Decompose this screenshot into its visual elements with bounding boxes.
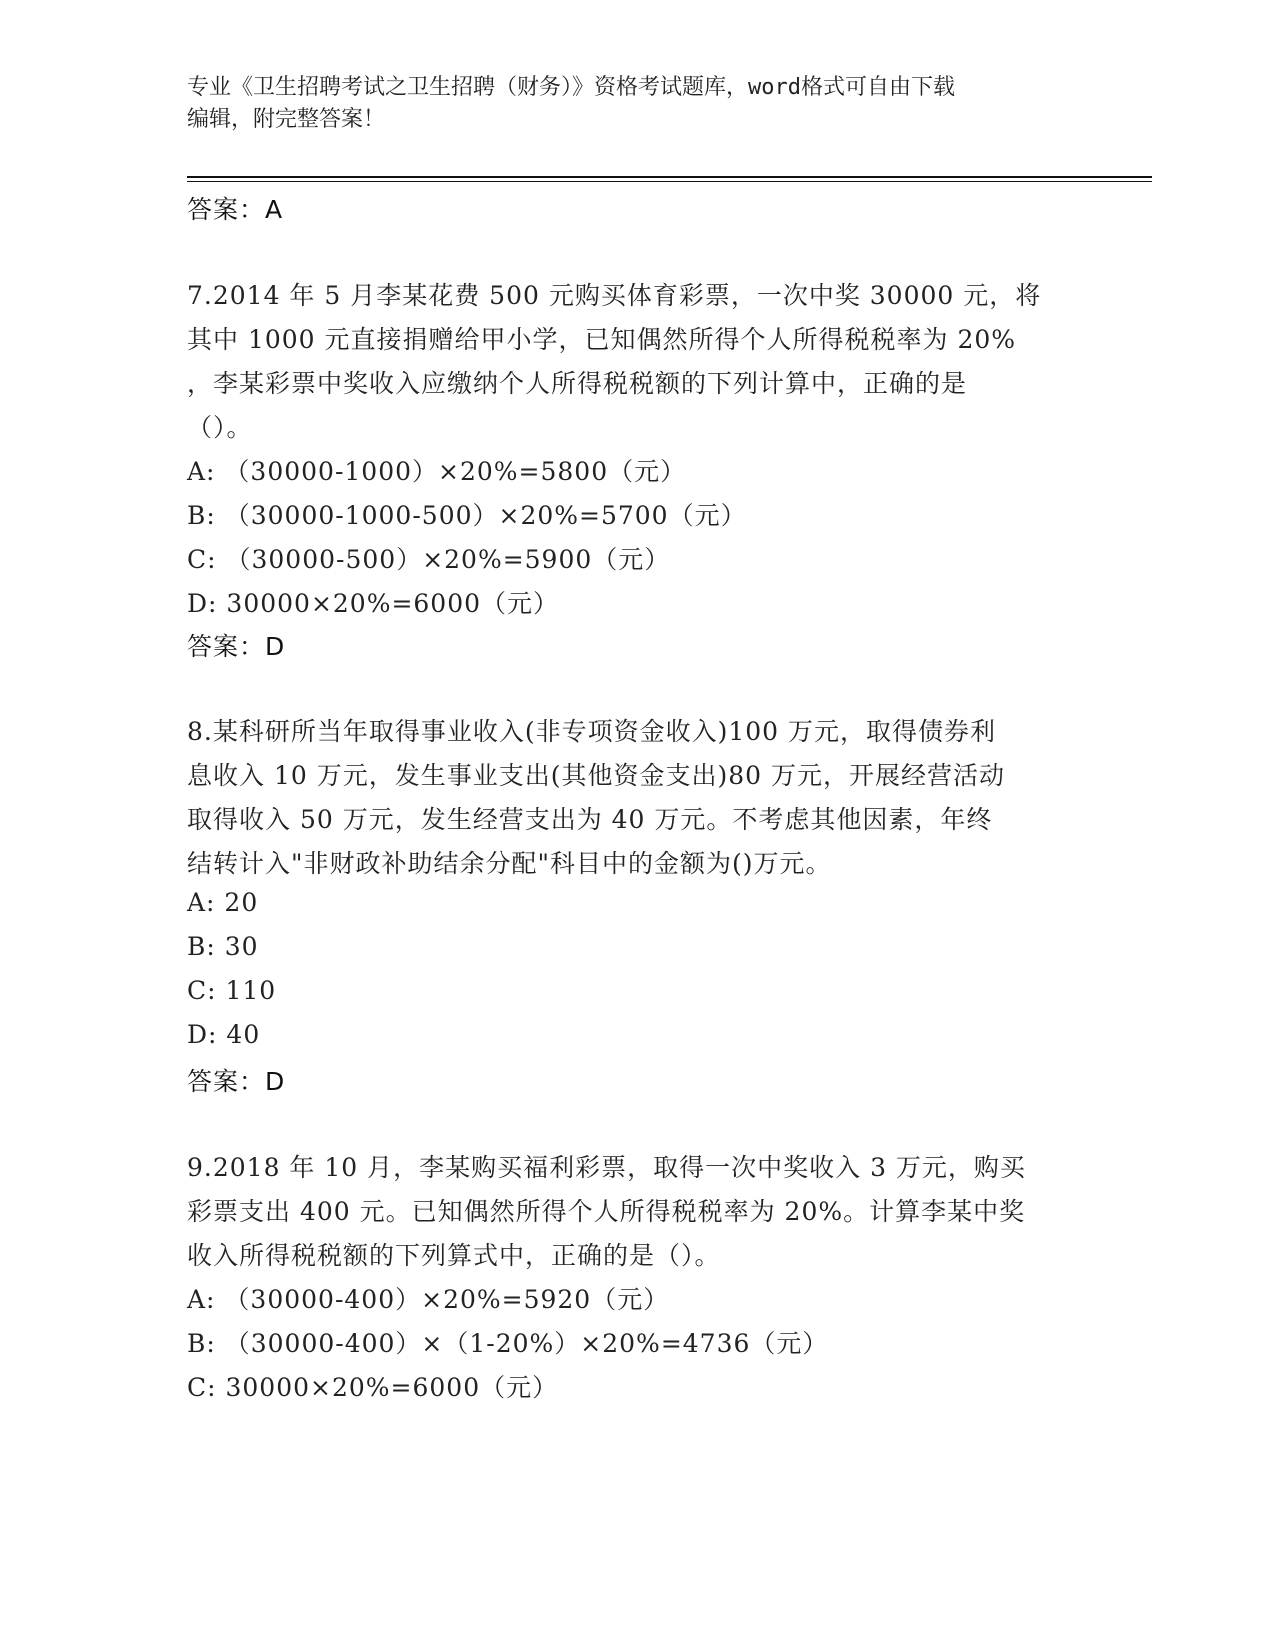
- header-line-2: 编辑，附完整答案！: [187, 107, 386, 132]
- question-7-stem-line-1: 7.2014 年 5 月李某花费 500 元购买体育彩票，一次中奖 30000 元，将: [187, 281, 1042, 310]
- question-7-option-c: C: （30000-500）×20%=5900（元）: [187, 545, 671, 574]
- question-9-stem-line-1: 9.2018 年 10 月，李某购买福利彩票，取得一次中奖收入 3 万元，购买: [187, 1153, 1026, 1182]
- question-8-stem-line-3: 取得收入 50 万元，发生经营支出为 40 万元。不考虑其他因素，年终: [187, 805, 993, 834]
- question-8-answer: 答案：D: [187, 1067, 286, 1096]
- question-7-option-a: A: （30000-1000）×20%=5800（元）: [187, 457, 687, 486]
- question-7-stem-line-4: （）。: [187, 413, 253, 442]
- header-rule-thin: [187, 181, 1152, 182]
- question-8-option-c: C: 110: [187, 976, 277, 1005]
- question-8-option-a: A: 20: [187, 888, 259, 917]
- question-9-option-a: A: （30000-400）×20%=5920（元）: [187, 1285, 670, 1314]
- question-9-stem-line-2: 彩票支出 400 元。已知偶然所得个人所得税税率为 20%。计算李某中奖: [187, 1197, 1026, 1226]
- question-8-option-b: B: 30: [187, 932, 259, 961]
- question-7-stem-line-2: 其中 1000 元直接捐赠给甲小学，已知偶然所得个人所得税税率为 20%: [187, 325, 1017, 354]
- question-8-option-d: D: 40: [187, 1020, 261, 1049]
- header-rule-thick: [187, 176, 1152, 178]
- question-7-option-b: B: （30000-1000-500）×20%=5700（元）: [187, 501, 747, 530]
- question-9-stem-line-3: 收入所得税税额的下列算式中，正确的是（）。: [187, 1241, 721, 1270]
- question-8-stem-line-4: 结转计入"非财政补助结余分配"科目中的金额为()万元。: [187, 849, 832, 878]
- question-7-answer: 答案：D: [187, 632, 286, 661]
- question-9-option-b: B: （30000-400）×（1-20%）×20%=4736（元）: [187, 1329, 829, 1358]
- question-8-stem-line-2: 息收入 10 万元，发生事业支出(其他资金支出)80 万元，开展经营活动: [187, 761, 1005, 790]
- question-7-stem-line-3: ，李某彩票中奖收入应缴纳个人所得税税额的下列计算中，正确的是: [187, 369, 968, 398]
- question-7-option-d: D: 30000×20%=6000（元）: [187, 589, 560, 618]
- header-line-1: 专业《卫生招聘考试之卫生招聘（财务）》资格考试题库，word格式可自由下载: [187, 75, 955, 100]
- question-8-stem-line-1: 8.某科研所当年取得事业收入(非专项资金收入)100 万元，取得债券利: [187, 717, 997, 746]
- document-header: [187, 72, 1087, 136]
- question-9-option-c: C: 30000×20%=6000（元）: [187, 1373, 559, 1402]
- previous-answer: 答案：A: [187, 195, 284, 224]
